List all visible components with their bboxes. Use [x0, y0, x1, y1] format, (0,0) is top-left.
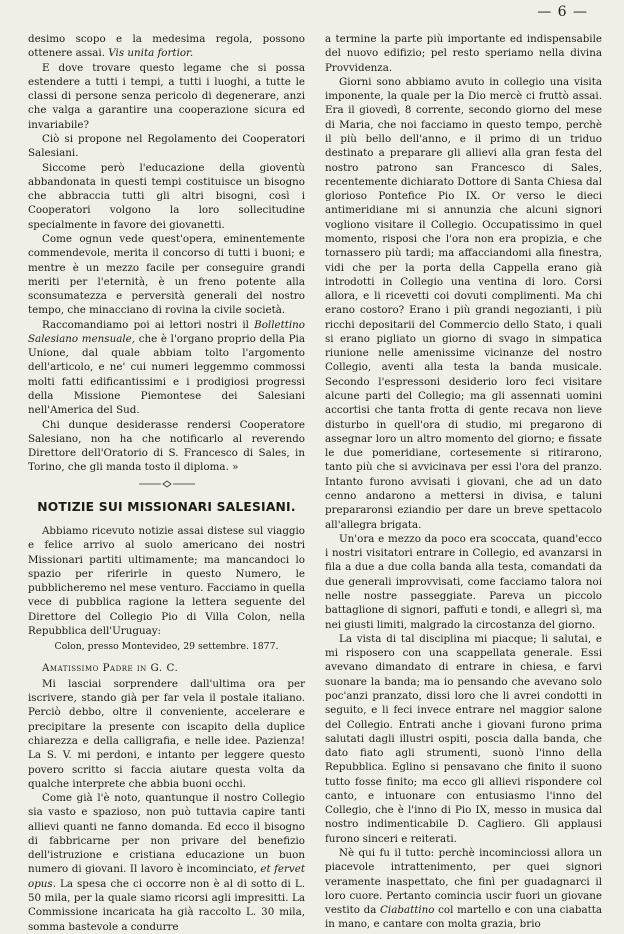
letter-dateline: Colon, presso Montevideo, 29 settembre. 1877.	[54, 641, 279, 653]
paragraph: Nè qui fu il tutto: perchè incominciossi allora un piacevole intrattenimento, per quei signori veramente inaspettato, che finì per guadagnarci il loro cuore. Pertanto comincia uscir fuori un giovane vestito da Ciabattino col martello e con una ciabatta in mano, e cantare con molta grazia, brio	[325, 847, 602, 931]
page-number: — 6 —	[537, 4, 588, 20]
text-columns	[28, 32, 603, 934]
paragraph: Abbiamo ricevuto notizie assai distese sul viaggio e felice arrivo al suolo americano dei nostri Missionari partiti ultimamente; ma mancandoci lo spazio per riferirle in questo Numero, le pubblicheremo nel mese venturo. Facciamo in quella vece di pubblica ragione la lettera seguente del Direttore del Collegio Pio di Villa Colon, nella Repubblica dell'Uruguay:	[28, 525, 305, 637]
paragraph: Mi lasciai sorprendere dall'ultima ora per iscrivere, stando già per far vela il postale italiano. Perciò debbo, oltre il conveniente, accelerare e precipitare la presente con iscapito della duplice chiarezza e della calligrafia, e nelle idee. Pazienza! La S. V. mi perdoni, e intanto per leggere questo povero scritto si faccia aiutare questa volta da qualche interprete che abbia buoni occhi.	[28, 677, 305, 790]
paragraph: Come già l'è noto, quantunque il nostro Collegio sia vasto e spazioso, non può tuttavia capire tanti allievi quanti ne fanno domanda. Ed ecco il bisogno di fabbricarne per non privare del benefizio dell'istruzione e cristiana educazione un buon numero di giovani. Il lavoro è incominciato, et fervet opus. La spesa che ci occorre non è al di sotto di L. 50 mila, per la quale siamo ricorsi agli impresitti. La Commissione incaricata ha già raccolto L. 30 mila, somma bastevole a condurre	[28, 792, 305, 933]
paragraph: E dove trovare questo legame che si possa estendere a tutti i tempi, a tutti i luoghi, a tutte le classi di persone senza pericolo di degenerare, anzi che valga a garantire una cooperazione sicura ed invariabile?	[28, 61, 305, 131]
paragraph: Chi dunque desiderasse rendersi Cooperatore Salesiano, non ha che notificarlo al reverendo Direttore dell'Oratorio di S. Francesco di Sales, in Torino, che gli manda tosto il diploma. »	[28, 418, 305, 474]
paragraph: Un'ora e mezzo da poco era scoccata, quand'ecco i nostri visitatori entrare in Collegio, ed avanzarsi in fila a due a due colla banda alla testa, comandati da due generali improvvisati, come facciamo talora noi nelle nostre passeggiate. Pareva un piccolo battaglione di signori, paffuti e tondi, e allegri sì, ma nei giusti limiti, malgrado la circostanza del giorno.	[325, 532, 602, 631]
paragraph: Siccome però l'educazione della gioventù abbandonata in questi tempi costituisce un bisogno che abbraccia tutti gli altri bisogni, così i Cooperatori volgono la loro sollecitudine specialmente in favore dei giovanetti.	[28, 161, 305, 231]
paragraph: La vista di tal disciplina mi piacque; li salutai, e mi risposero con una scappellata generale. Essi avevano dimandato di entrare in chiesa, e farvi suonare la banda; ma io pensando che avevano solo poc'anzi pranzato, dissi loro che li avrei condotti in seguito, e li feci invece entrare nel maggior salone del Collegio. Entrati anche i giovani furono prima salutati dagli illustri ospiti, poscia dalla banda, che dato fiato agli strumenti, suonò l'inno della Repubblica. Eglino si pensavano che finito il suono tutto fosse finito; ma ecco gli allievi rispondere col canto, e intuonare con entusiasmo l'inno del Collegio, che è l'inno di Pio IX, messo in musica dal nostro indimenticabile D. Cagliero. Gli applausi furono sinceri e reiterati.	[325, 632, 602, 845]
paragraph: a termine la parte più importante ed indispensabile del nuovo edifizio; pel resto speriamo nella divina Provvidenza.	[325, 33, 602, 74]
divider-ornament-icon	[139, 480, 195, 488]
paragraph: desimo scopo e la medesima regola, possono ottenere assai. Vis unita fortior.	[28, 33, 305, 60]
ornamental-divider	[28, 480, 305, 488]
paragraph: Raccomandiamo poi ai lettori nostri il Bollettino Salesiano mensuale, che è l'organo proprio della Pia Unione, dal quale abbiam tolto l'argomento dell'articolo, e ne' cui numeri leggemmo commossi molti fatti edificantissimi e i prodigiosi progressi della Missione Piemontese dei Salesiani nell'America del Sud.	[28, 318, 305, 417]
left-column	[28, 32, 305, 934]
paragraph: Ciò si propone nel Regolamento dei Cooperatori Salesiani.	[28, 132, 305, 160]
section-title: NOTIZIE SUI MISSIONARI SALESIANI.	[37, 499, 296, 514]
paragraph: Come ognun vede quest'opera, eminentemente commendevole, merita il concorso di tutti i buoni; e mentre è un mezzo facile per conseguire grandi meriti per l'eternità, è un freno potente alla sconsumatezza e perversità generali del nostro tempo, che minacciano di rovina la civile società.	[28, 232, 305, 317]
paragraph: Giorni sono abbiamo avuto in collegio una visita imponente, la quale per la Dio mercè ci fruttò assai. Era il giovedì, 8 corrente, secondo giorno del mese di Maria, che noi facciamo in questo tempo, perchè il più bello dell'anno, e il primo di un triduo destinato a preparare gli allievi alla gran festa del nostro patrono san Francesco di Sales, recentemente dichiarato Dottore di Santa Chiesa dal glorioso Pontefice Pio IX. Or verso le dieci antimeridiane mi si annunzia che alcuni signori vogliono visitare il Collegio. Occupatissimo in quel momento, risposi che l'ora non era propizia, e che tornassero più tardi; ma affacciandomi alla finestra, vidi che per la porta della Cappella erano già introdotti in Collegio una ventina di loro. Corsi allora, e li ricevetti coi dovuti complimenti. Ma chi erano costoro? Erano i più grandi negozianti, i più ricchi depositarii del Commercio dello Stato, i quali si erano pigliato un giorno di svago in simpatica riunione nelle amenissime vicinanze del nostro Collegio, aventi alla testa la banda musicale. Secondo l'espressoni desiderio loro feci visitare alcune parti del Collegio; ma gli assennati uomini accortisi che tanta frotta di gente recava non lieve disturbo in quell'ora di studio, mi pregarono di assegnar loro un altro momento del giorno; e fissate le due pomeridiane, cortesemente si ritirarono, tanto più che si avvicinava per essi l'ora del pranzo. Intanto furono avvisati i giovani, che ad un dato cenno andarono a mettersi in divisa, e taluni prepararonsi eziandio per dare un breve spettacolo all'allegra brigata.	[325, 75, 602, 531]
right-column	[325, 32, 602, 934]
letter-salutation: Amatissimo Padre in G. C.	[42, 661, 179, 674]
